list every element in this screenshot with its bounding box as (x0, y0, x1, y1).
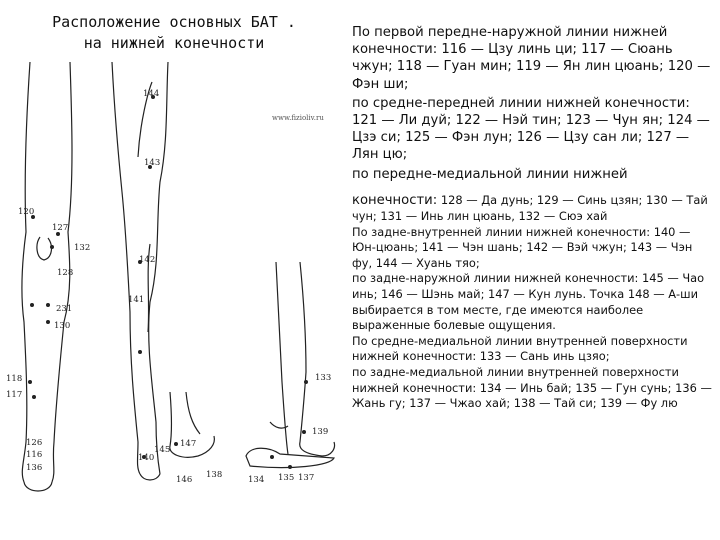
anteromedial-prefix: конечности: (352, 192, 438, 208)
label-132: 132 (74, 243, 91, 253)
label-134: 134 (248, 475, 265, 485)
label-118: 118 (6, 374, 23, 384)
label-128: 128 (57, 268, 74, 278)
label-137: 137 (298, 473, 315, 483)
title-line-1: Расположение основных БАТ . (52, 13, 296, 31)
label-142: 142 (139, 255, 156, 265)
title-line-2: на нижней конечности (83, 34, 265, 52)
paragraph-mid-anterior: по средне-передней линии нижней конечности: 121 — Ли дуй; 122 — Нэй тин; 123 — Чун ян; 124 — Цзэ си; 125 — Фэн лун; 126 — Цзу сан ли; 127 — Лян цю; (352, 95, 710, 163)
label-143: 143 (144, 158, 161, 168)
label-116: 116 (26, 450, 43, 460)
label-120: 120 (18, 207, 35, 217)
leg-acupoints-illustration (0, 62, 350, 537)
label-127: 127 (52, 223, 69, 233)
paragraph-posterolateral: по задне-наружной линии нижней конечности: 145 — Чао инь; 146 — Шэнь май; 147 — Кун лунь. Точка 148 — А-ши выбирается в том месте, где имеются наиболее выраженные болевые ощущения. (352, 271, 705, 333)
watermark: www.fizioliv.ru (272, 114, 324, 122)
paragraph-anterolateral: По первой передне-наружной линии нижней конечности: 116 — Цзу линь ци; 117 — Сюань чжун; 118 — Гуан мин; 119 — Ян лин цюань; 120 — Фэн ши; (352, 25, 711, 92)
label-136: 136 (26, 463, 43, 473)
label-138: 138 (206, 470, 223, 480)
label-141: 141 (128, 295, 145, 305)
paragraph-posteromedial: По задне-внутренней линии нижней конечности: 140 — Юн-цюань; 141 — Чэн шань; 142 — Вэй чжун; 143 — Чэн фу, 144 — Хуань тяо; (352, 224, 693, 270)
label-139: 139 (312, 427, 329, 437)
label-126: 126 (26, 438, 43, 448)
label-146: 146 (176, 475, 193, 485)
label-135: 135 (278, 473, 295, 483)
label-117: 117 (6, 390, 23, 400)
label-147: 147 (180, 439, 197, 449)
paragraph-anteromedial-points (352, 192, 712, 225)
label-144: 144 (143, 89, 160, 99)
label-231: 231 (56, 304, 73, 314)
label-133: 133 (315, 373, 332, 383)
description-text (352, 24, 712, 412)
leg-drawing (0, 62, 350, 537)
paragraph-anteromedial-start: по передне-медиальной линии нижней (352, 166, 628, 182)
paragraph-mid-medial: По средне-медиальной линии внутренней поверхности нижней конечности: 133 — Сань инь цзяо; (352, 333, 688, 364)
label-130: 130 (54, 321, 71, 331)
anteromedial-list: 128 — Да дунь; 129 — Синь цзян; 130 — Тай чун; 131 — Инь лин цюань, 132 — Сюэ хай (352, 192, 708, 224)
page-title (14, 12, 334, 54)
label-145: 145 (154, 445, 171, 455)
label-140: 140 (138, 453, 155, 463)
paragraph-posterior-medial: по задне-медиальной линии внутренней поверхности нижней конечности: 134 — Инь бай; 135 — Гун сунь; 136 — Жань гу; 137 — Чжао хай; 138 — Тай си; 139 — Фу лю (352, 364, 712, 411)
